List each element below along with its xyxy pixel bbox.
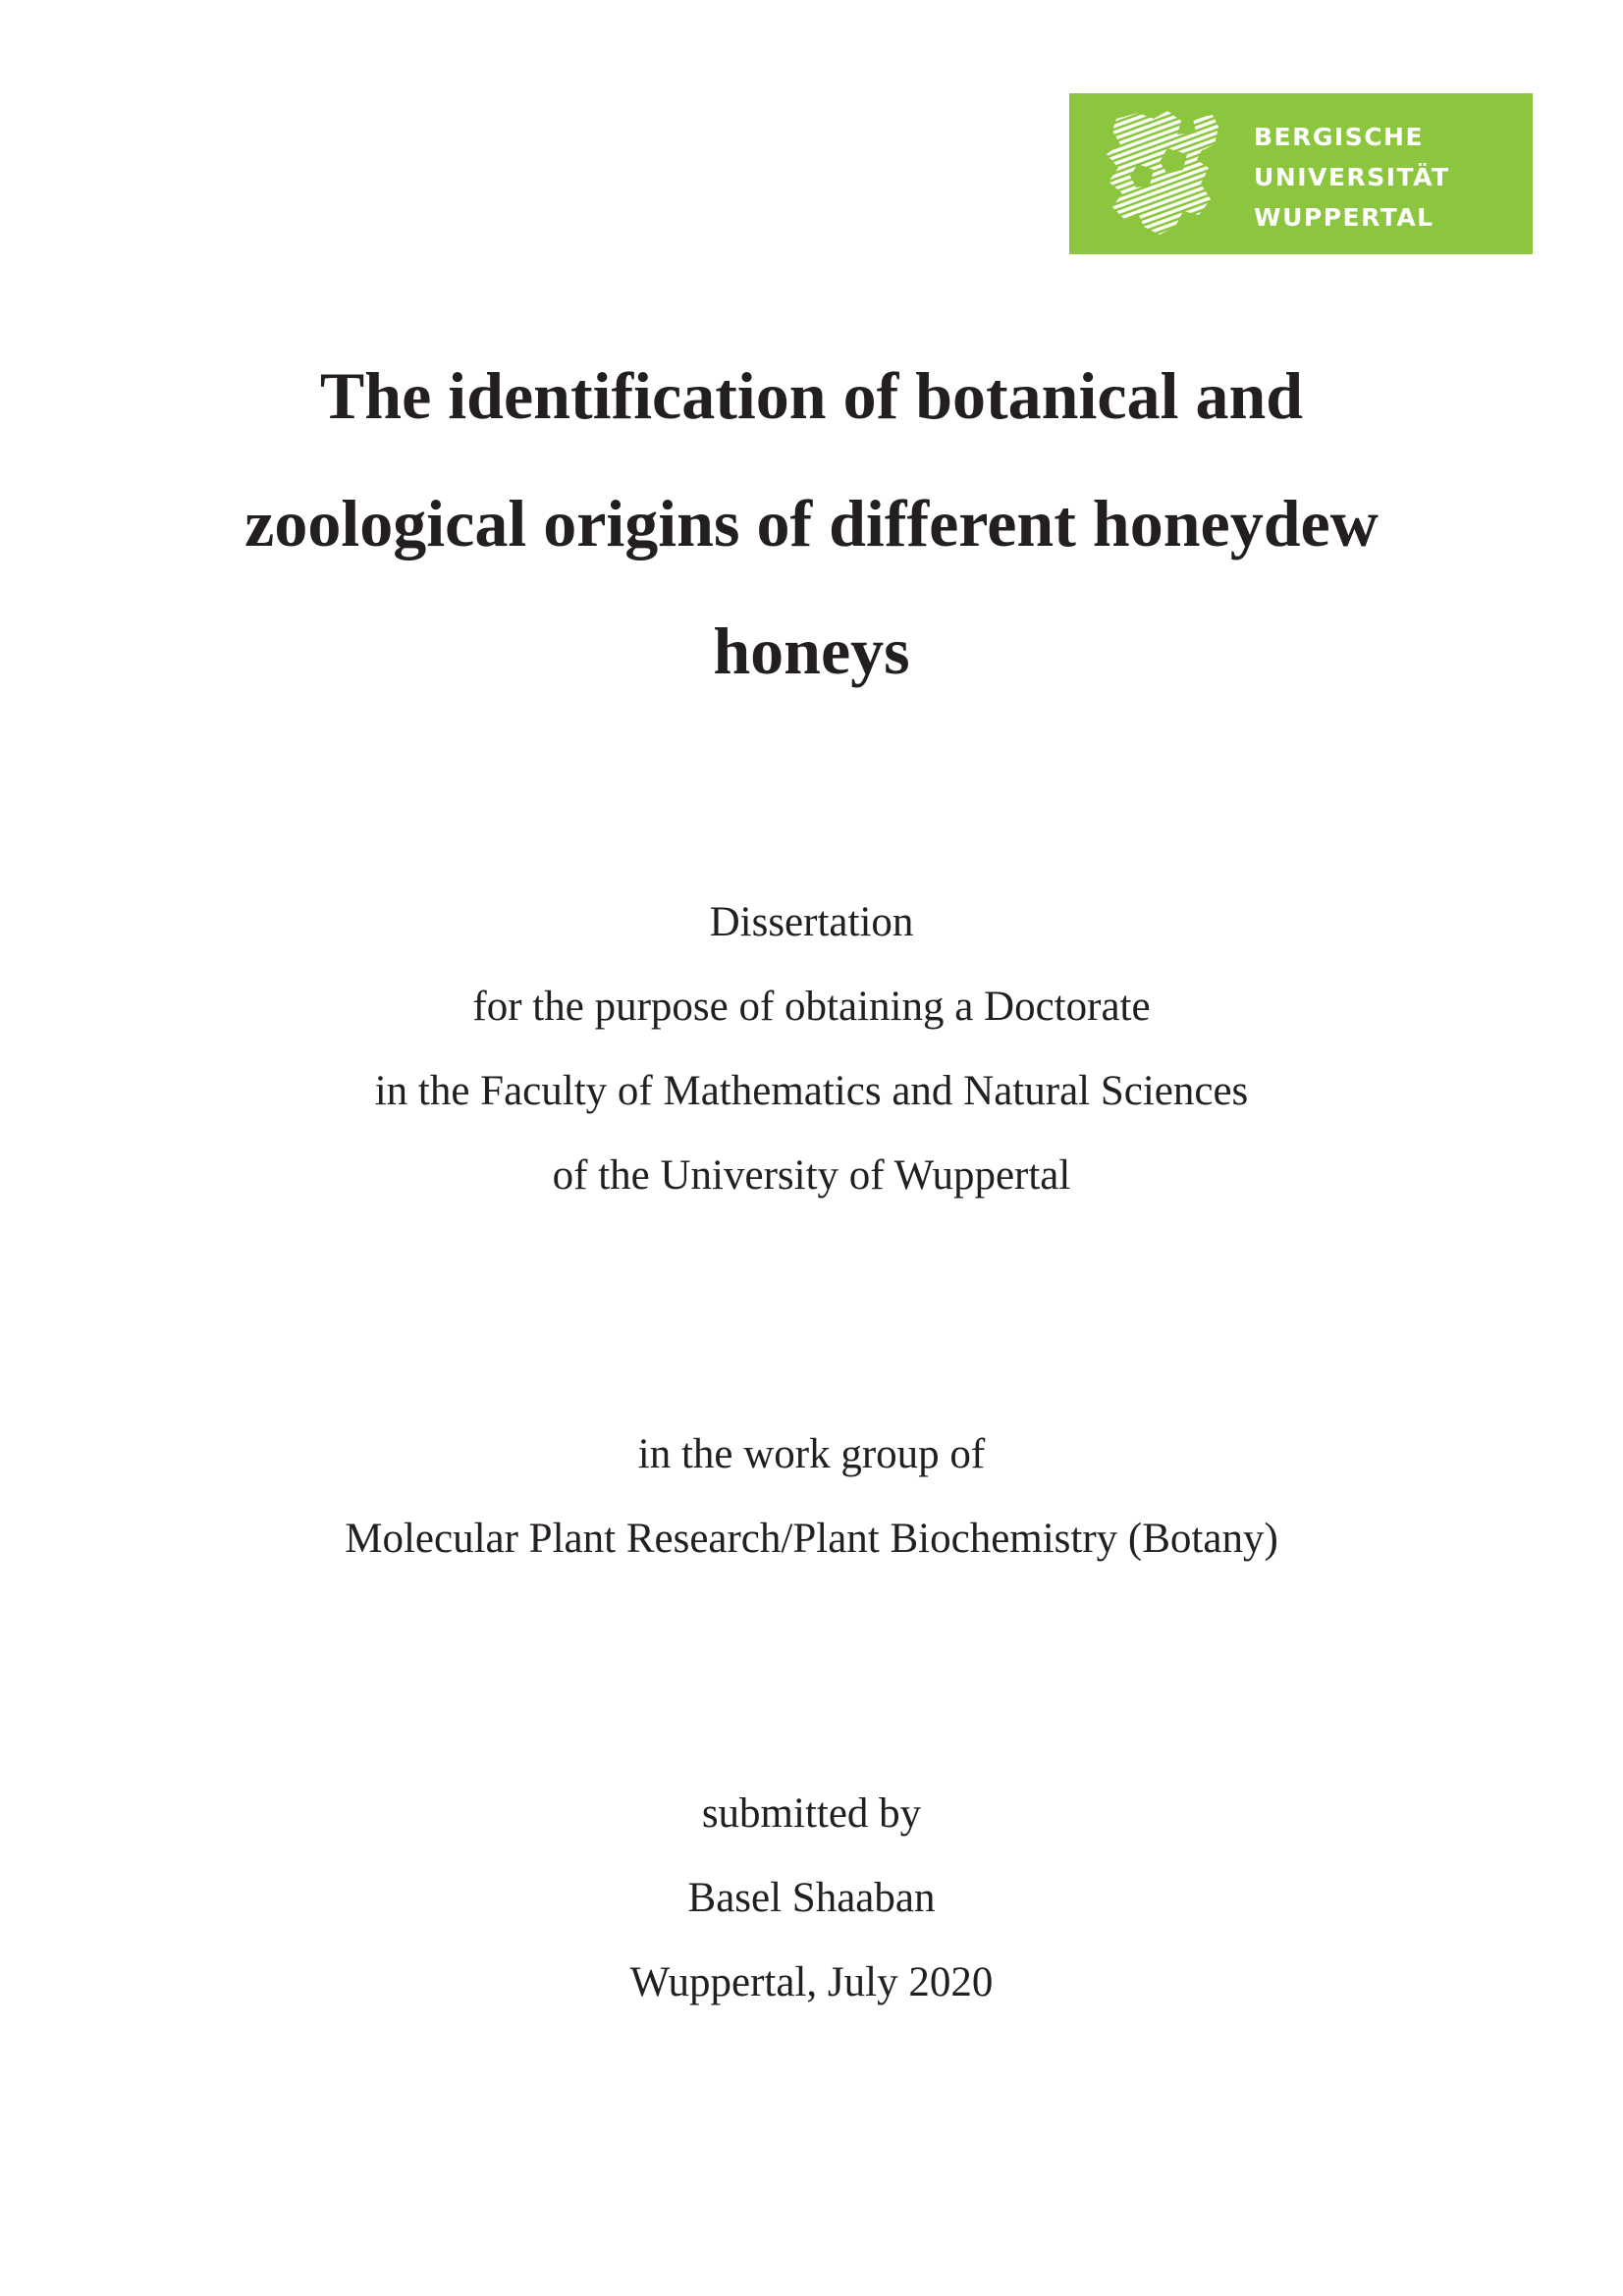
title-line-2: zoological origins of different honeydew bbox=[244, 486, 1379, 561]
lion-crest-icon bbox=[1099, 105, 1224, 242]
work-group-label: in the work group of bbox=[637, 1431, 986, 1477]
dissertation-title bbox=[0, 332, 1623, 715]
university-line: of the University of Wuppertal bbox=[552, 1152, 1071, 1199]
faculty-line: in the Faculty of Mathematics and Natural Sciences bbox=[374, 1068, 1249, 1114]
purpose-line: for the purpose of obtaining a Doctorate bbox=[472, 984, 1151, 1030]
university-logo bbox=[1069, 93, 1533, 254]
dissertation-purpose bbox=[0, 881, 1623, 1218]
logo-line-2: UNIVERSITÄT bbox=[1254, 163, 1450, 191]
place-date: Wuppertal, July 2020 bbox=[629, 1959, 994, 2005]
submitted-by-label: submitted by bbox=[701, 1790, 922, 1837]
author-name: Basel Shaaban bbox=[687, 1875, 936, 1921]
work-group bbox=[0, 1413, 1623, 1581]
dissertation-label: Dissertation bbox=[709, 899, 914, 945]
logo-wordmark bbox=[1254, 117, 1450, 238]
logo-line-3: WUPPERTAL bbox=[1254, 203, 1434, 232]
title-line-1: The identification of botanical and bbox=[319, 358, 1304, 433]
work-group-name: Molecular Plant Research/Plant Biochemistry (Botany) bbox=[345, 1516, 1278, 1562]
title-line-3: honeys bbox=[713, 614, 910, 688]
logo-line-1: BERGISCHE bbox=[1254, 123, 1425, 151]
submission-info bbox=[0, 1772, 1623, 2025]
